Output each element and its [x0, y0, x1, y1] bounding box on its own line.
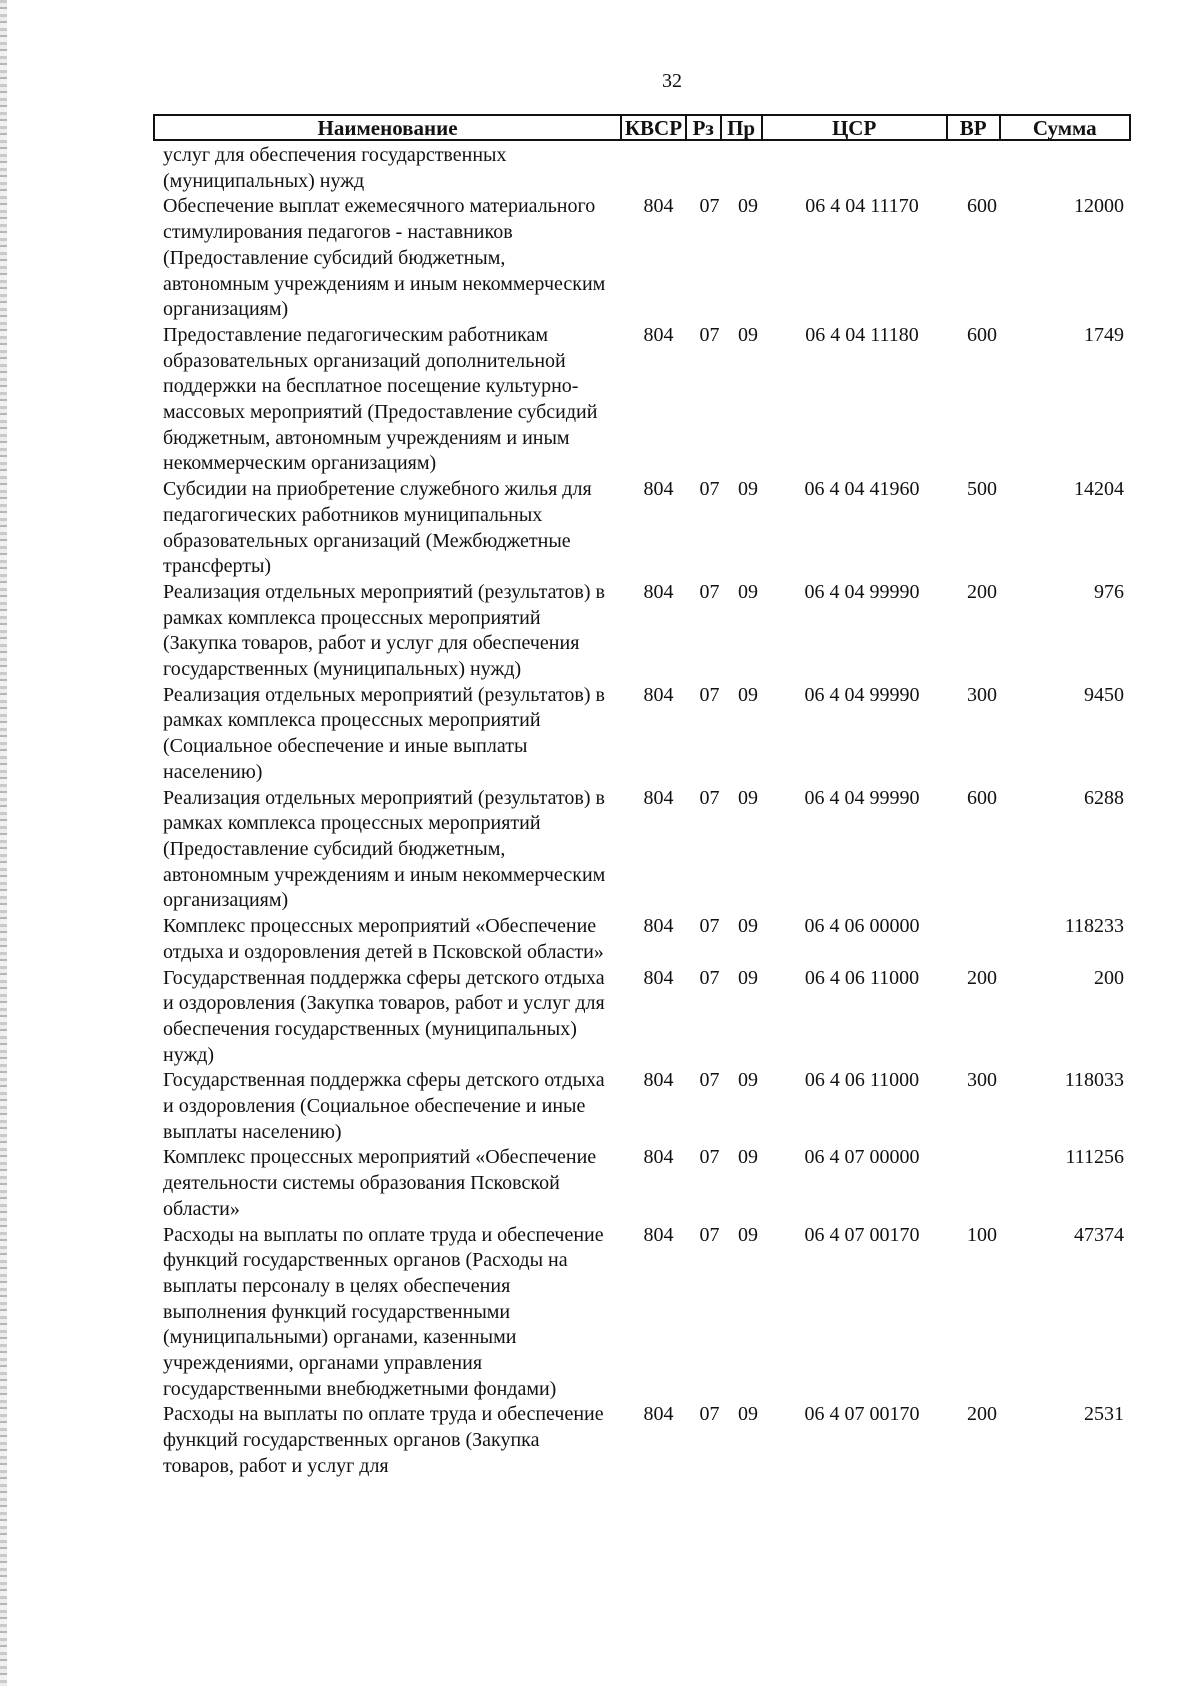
cell-vr: 100: [967, 1223, 997, 1246]
cell-vr: 600: [967, 323, 997, 346]
cell-sum: 118233: [1064, 915, 1124, 938]
cell-pr: 09: [738, 323, 758, 346]
table-row: [163, 683, 1131, 786]
cell-name: Субсидии на приобретение служебного жилья для педагогических работников муниципальных образовательных организаций (Межбюджетные трансферты): [163, 478, 592, 578]
cell-vr: 500: [967, 478, 997, 501]
cell-csr: 06 4 07 00170: [804, 1223, 920, 1246]
cell-kvsr: 804: [643, 786, 674, 809]
cell-csr: 06 4 04 41960: [804, 478, 920, 501]
cell-vr: 300: [967, 1069, 997, 1092]
cell-name: Обеспечение выплат ежемесячного материального стимулирования педагогов - наставников (Предоставление субсидий бюджетным, автономным учреждениям и иным некоммерческим организациям): [163, 195, 606, 321]
cell-name: Комплекс процессных мероприятий «Обеспечение отдыха и оздоровления детей в Псковской области»: [163, 915, 604, 963]
cell-csr: 06 4 07 00000: [804, 1146, 920, 1169]
cell-rz: 07: [699, 1069, 720, 1092]
cell-sum: 200: [1094, 966, 1124, 989]
cell-csr: 06 4 04 99990: [804, 683, 920, 706]
table-row: [163, 1402, 1131, 1479]
cell-csr: 06 4 06 11000: [804, 966, 920, 989]
cell-csr: 06 4 04 99990: [804, 580, 920, 603]
cell-rz: 07: [699, 915, 720, 938]
cell-rz: 07: [699, 195, 720, 218]
cell-vr: 200: [967, 580, 997, 603]
table-row: [163, 966, 1131, 1069]
cell-sum: 6288: [1084, 786, 1124, 809]
cell-pr: 09: [738, 683, 758, 706]
cell-kvsr: 804: [643, 1069, 674, 1092]
cell-name: Расходы на выплаты по оплате труда и обеспечение функций государственных органов (Закупка товаров, работ и услуг для: [163, 1403, 604, 1477]
cell-name: услуг для обеспечения государственных (муниципальных) нужд: [163, 144, 507, 192]
cell-pr: 09: [738, 915, 758, 938]
cell-pr: 09: [738, 786, 758, 809]
cell-sum: 14204: [1074, 478, 1124, 501]
cell-kvsr: 804: [643, 1223, 674, 1246]
table-row: [163, 143, 1131, 194]
cell-csr: 06 4 07 00170: [804, 1403, 920, 1426]
cell-pr: 09: [738, 478, 758, 501]
cell-kvsr: 804: [643, 1403, 674, 1426]
header-pr: Пр: [722, 116, 763, 139]
cell-pr: 09: [738, 966, 758, 989]
cell-name: Комплекс процессных мероприятий «Обеспечение деятельности системы образования Псковской области»: [163, 1146, 597, 1220]
cell-rz: 07: [699, 786, 720, 809]
table-body: [163, 143, 1131, 1480]
cell-pr: 09: [738, 1223, 758, 1246]
cell-rz: 07: [699, 1403, 720, 1426]
cell-kvsr: 804: [643, 915, 674, 938]
cell-name: Реализация отдельных мероприятий (результатов) в рамках комплекса процессных мероприятий (Предоставление субсидий бюджетным, автономным учреждениям и иным некоммерческим организациям): [163, 786, 606, 912]
table-row: [163, 580, 1131, 683]
cell-kvsr: 804: [643, 683, 674, 706]
cell-pr: 09: [738, 1403, 758, 1426]
cell-kvsr: 804: [643, 1146, 674, 1169]
cell-sum: 9450: [1084, 683, 1124, 706]
page-number: 32: [662, 70, 682, 92]
cell-rz: 07: [699, 1146, 720, 1169]
cell-kvsr: 804: [643, 195, 674, 218]
cell-pr: 09: [738, 580, 758, 603]
cell-name: Реализация отдельных мероприятий (результатов) в рамках комплекса процессных мероприятий (Закупка товаров, работ и услуг для обеспечения государственных (муниципальных) нужд): [163, 580, 605, 681]
cell-name: Предоставление педагогическим работникам образовательных организаций дополнительной поддержки на бесплатное посещение культурно-массовых мероприятий (Предоставление субсидий бюджетным, автономным учреждениям и иным некоммерческим организациям): [163, 323, 598, 475]
cell-vr: 200: [967, 966, 997, 989]
table-row: [163, 323, 1131, 477]
table-row: [163, 914, 1131, 965]
cell-vr: 600: [967, 786, 997, 809]
cell-sum: 2531: [1084, 1403, 1124, 1426]
cell-name: Государственная поддержка сферы детского отдыха и оздоровления (Социальное обеспечение и иные выплаты населению): [163, 1069, 605, 1143]
cell-csr: 06 4 06 00000: [804, 915, 920, 938]
table-row: [163, 1068, 1131, 1145]
header-sum: Сумма: [1032, 116, 1097, 140]
cell-csr: 06 4 04 11180: [805, 323, 919, 346]
cell-rz: 07: [699, 1223, 720, 1246]
cell-name: Реализация отдельных мероприятий (результатов) в рамках комплекса процессных мероприятий (Социальное обеспечение и иные выплаты населению): [163, 683, 605, 783]
header-vr: ВР: [948, 116, 1001, 139]
table-row: [163, 477, 1131, 580]
cell-name: Государственная поддержка сферы детского отдыха и оздоровления (Закупка товаров, работ и услуг для обеспечения государственных (муниципальных) нужд): [163, 966, 605, 1066]
header-name: Наименование: [155, 116, 622, 139]
cell-sum: 12000: [1074, 195, 1124, 218]
cell-pr: 09: [738, 195, 758, 218]
table-row: [163, 194, 1131, 323]
cell-rz: 07: [699, 580, 720, 603]
cell-csr: 06 4 04 99990: [804, 786, 920, 809]
cell-pr: 09: [738, 1069, 758, 1092]
cell-kvsr: 804: [643, 966, 674, 989]
table-row: [163, 1223, 1131, 1403]
header-rz: Рз: [687, 116, 722, 139]
cell-sum: 47374: [1074, 1223, 1124, 1246]
cell-vr: 600: [967, 195, 997, 218]
cell-rz: 07: [699, 683, 720, 706]
cell-sum: 976: [1094, 580, 1124, 603]
cell-csr: 06 4 04 11170: [805, 195, 919, 218]
cell-rz: 07: [699, 966, 720, 989]
header-csr: ЦСР: [763, 116, 948, 139]
cell-kvsr: 804: [643, 478, 674, 501]
cell-vr: 300: [967, 683, 997, 706]
cell-name: Расходы на выплаты по оплате труда и обеспечение функций государственных органов (Расходы на выплаты персоналу в целях обеспечения выполнения функций государственными (муниципальными) органами, казенными учреждениями, органами управления государственными внебюджетными фондами): [163, 1223, 604, 1400]
cell-sum: 1749: [1084, 323, 1124, 346]
cell-kvsr: 804: [643, 323, 674, 346]
cell-vr: 200: [967, 1403, 997, 1426]
table-header: [153, 114, 1131, 141]
header-kvsr: КВСР: [622, 116, 687, 139]
cell-rz: 07: [699, 323, 720, 346]
table-row: [163, 786, 1131, 915]
cell-rz: 07: [699, 478, 720, 501]
cell-sum: 111256: [1065, 1146, 1124, 1169]
cell-kvsr: 804: [643, 580, 674, 603]
scan-edge: [0, 0, 7, 1686]
cell-pr: 09: [738, 1146, 758, 1169]
cell-csr: 06 4 06 11000: [804, 1069, 920, 1092]
table-row: [163, 1145, 1131, 1222]
cell-sum: 118033: [1064, 1069, 1124, 1092]
